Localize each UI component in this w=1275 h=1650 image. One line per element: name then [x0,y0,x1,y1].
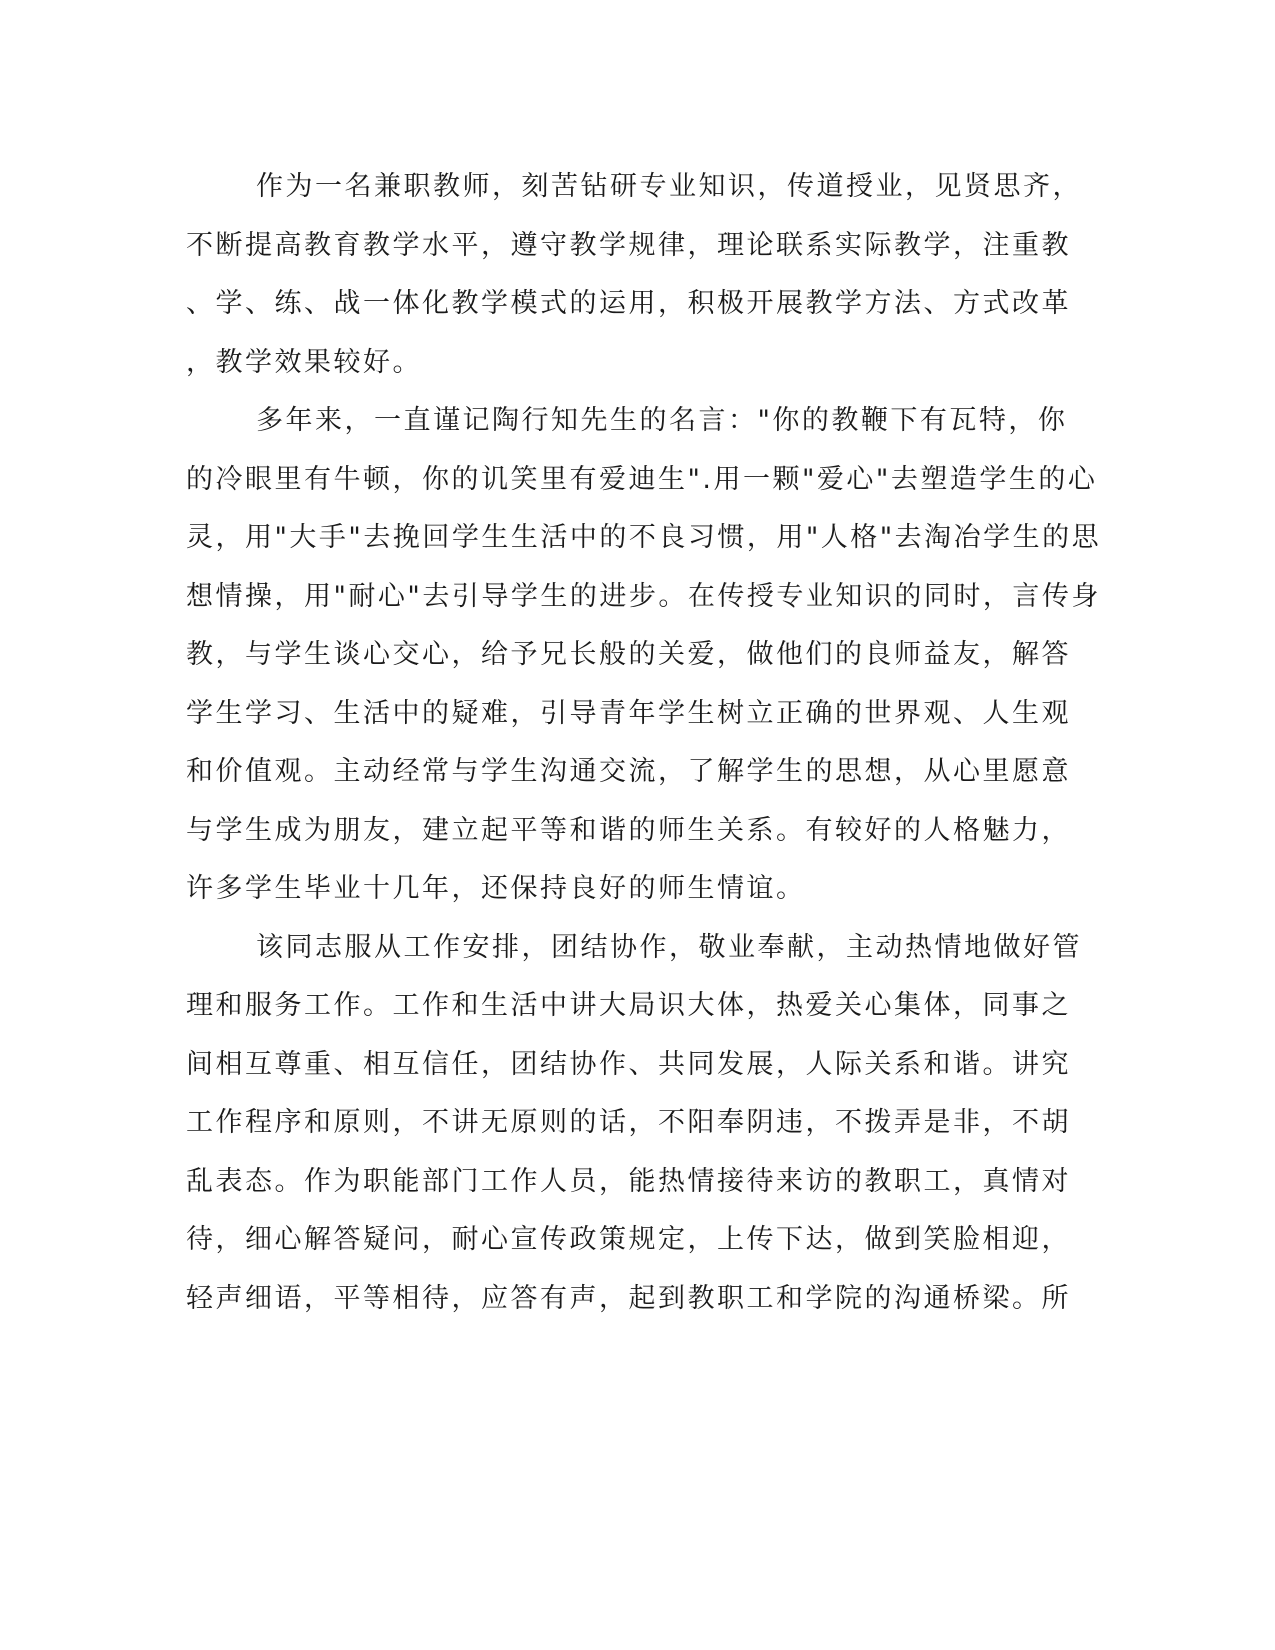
text-line: 乱表态。作为职能部门工作人员，能热情接待来访的教职工，真情对 [186,1165,1071,1197]
paragraph-2 [186,392,1102,919]
text-line: 、学、练、战一体化教学模式的运用，积极开展教学方法、方式改革 [186,288,1071,319]
text-line: 理和服务工作。工作和生活中讲大局识大体，热爱关心集体，同事之 [186,990,1071,1021]
text-line: ，教学效果较好。 [186,346,422,378]
text-line: 间相互尊重、相互信任，团结协作、共同发展，人际关系和谐。讲究 [186,1048,1071,1080]
text-line: 的冷眼里有牛顿，你的讥笑里有爱迪生".用一颗"爱心"去塑造学生的心 [186,463,1098,495]
text-line: 学生学习、生活中的疑难，引导青年学生树立正确的世界观、人生观 [186,697,1071,729]
text-line: 教，与学生谈心交心，给予兄长般的关爱，做他们的良师益友，解答 [186,639,1071,670]
text-line: 多年来，一直谨记陶行知先生的名言："你的教鞭下有瓦特，你 [256,405,1068,436]
text-line: 作为一名兼职教师，刻苦钻研专业知识，传道授业，见贤思齐， [256,171,1082,202]
text-line: 许多学生毕业十几年，还保持良好的师生情谊。 [186,873,806,904]
document-body [186,158,1102,1328]
text-line: 和价值观。主动经常与学生沟通交流，了解学生的思想，从心里愿意 [186,756,1071,787]
text-line: 待，细心解答疑问，耐心宣传政策规定，上传下达，做到笑脸相迎， [186,1224,1071,1255]
text-line: 灵，用"大手"去挽回学生生活中的不良习惯，用"人格"去淘冶学生的思 [186,522,1102,553]
text-line: 不断提高教育教学水平，遵守教学规律，理论联系实际教学，注重教 [186,229,1071,261]
text-line: 该同志服从工作安排，团结协作，敬业奉献，主动热情地做好管 [256,931,1082,963]
text-line: 轻声细语，平等相待，应答有声，起到教职工和学院的沟通桥梁。所 [186,1282,1071,1314]
text-line: 与学生成为朋友，建立起平等和谐的师生关系。有较好的人格魅力， [186,814,1071,846]
text-line: 工作程序和原则，不讲无原则的话，不阳奉阴违，不拨弄是非，不胡 [186,1107,1071,1138]
paragraph-1 [186,158,1086,392]
text-line: 想情操，用"耐心"去引导学生的进步。在传授专业知识的同时，言传身 [186,580,1101,612]
paragraph-3 [186,919,1086,1329]
